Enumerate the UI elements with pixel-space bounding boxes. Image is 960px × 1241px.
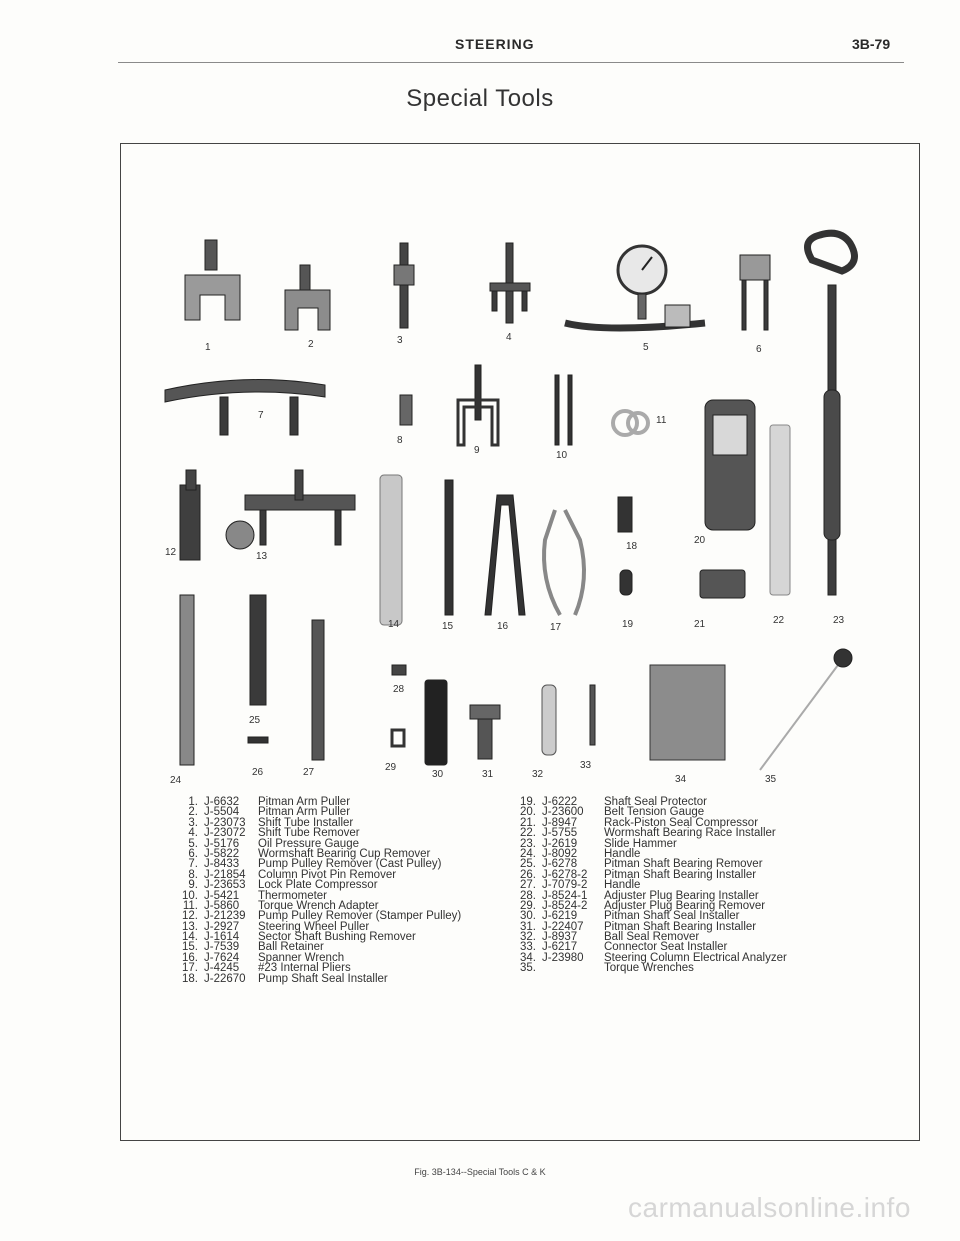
tool-number: 33.: [520, 941, 536, 954]
tool-27-handle: [312, 620, 324, 760]
tool-6-wormshaft-bearing-cup-remover: [740, 255, 770, 330]
tool-description: Pump Pulley Remover (Stamper Pulley): [258, 910, 462, 923]
tool-part-number: J-8947: [542, 816, 578, 829]
tool-number-9: 9: [474, 445, 480, 456]
tool-2-pitman-arm-puller: [285, 265, 330, 330]
tool-list-row: [514, 828, 787, 838]
tool-number: 26.: [520, 868, 536, 881]
tool-part-number: J-5755: [542, 827, 578, 840]
tool-number-6: 6: [756, 344, 762, 355]
tool-description: Torque Wrenches: [604, 962, 694, 975]
tool-number: 6.: [188, 847, 198, 860]
tool-number-28: 28: [393, 684, 405, 695]
tool-part-number: J-23653: [204, 879, 246, 892]
tool-4-shift-tube-remover: [490, 243, 530, 323]
tool-part-number: J-22407: [542, 920, 584, 933]
tool-description: Connector Seat Installer: [604, 941, 728, 954]
tool-number-29: 29: [385, 762, 397, 773]
tool-part-number: J-7079-2: [542, 879, 588, 892]
tool-20-belt-tension-gauge: [705, 400, 755, 530]
header-rule: [118, 62, 904, 63]
tool-part-number: J-2619: [542, 837, 578, 850]
tool-8-column-pivot-pin-remover: [400, 395, 412, 425]
tool-number: 18.: [182, 972, 198, 985]
tool-number: 16.: [182, 951, 198, 964]
tool-description: Pitman Arm Puller: [258, 796, 351, 808]
tool-number: 31.: [520, 920, 536, 933]
tool-part-number: J-5860: [204, 899, 240, 912]
tool-16-spanner-wrench: [485, 495, 525, 615]
tool-number: 19.: [520, 796, 536, 808]
tool-description: Ball Seal Remover: [604, 931, 700, 944]
tool-30-pitman-shaft-seal-installer: [425, 680, 447, 765]
tool-number: 5.: [188, 837, 198, 850]
tool-description: Pump Shaft Seal Installer: [258, 972, 388, 985]
tool-number-20: 20: [694, 535, 706, 546]
tool-33-connector-seat-installer: [590, 685, 595, 745]
tool-number-4: 4: [506, 332, 512, 343]
tool-number: 14.: [182, 931, 198, 944]
tool-list-row: [176, 974, 461, 984]
tool-number-31: 31: [482, 769, 494, 780]
tool-28-adjuster-plug-bearing-installer: [392, 665, 406, 675]
tool-number: 27.: [520, 879, 536, 892]
tool-description: Steering Column Electrical Analyzer: [604, 951, 787, 964]
tool-list-row: [176, 828, 461, 838]
tool-number: 35.: [520, 962, 536, 975]
tool-14-sector-shaft-bushing-remover: [380, 475, 402, 625]
tool-part-number: J-8524-1: [542, 889, 588, 902]
tool-part-number: J-23980: [542, 951, 584, 964]
tool-number-35: 35: [765, 774, 777, 785]
tool-number: 29.: [520, 899, 536, 912]
tool-description: Pitman Shaft Bearing Installer: [604, 868, 757, 881]
tool-list-row: [514, 880, 787, 890]
watermark: carmanualsonline.info: [628, 1192, 911, 1223]
tool-description: Pump Pulley Remover (Cast Pulley): [258, 858, 442, 871]
tool-number: 34.: [520, 951, 536, 964]
tool-number-32: 32: [532, 769, 544, 780]
tool-number: 10.: [182, 889, 198, 902]
tool-number: 30.: [520, 910, 536, 923]
figure-caption: Fig. 3B-134--Special Tools C & K: [414, 1167, 546, 1177]
tool-number-30: 30: [432, 769, 444, 780]
tool-number: 25.: [520, 858, 536, 871]
tool-number-23: 23: [833, 615, 845, 626]
tool-part-number: J-8524-2: [542, 899, 588, 912]
tool-1-pitman-arm-puller: [185, 240, 240, 320]
tools-photo: [160, 225, 860, 795]
tool-number: 2.: [188, 806, 198, 819]
tool-part-number: J-2927: [204, 920, 240, 933]
tool-18-pump-shaft-seal-installer: [618, 497, 632, 532]
tool-number-14: 14: [388, 619, 400, 630]
tool-list-left: [176, 797, 461, 984]
tool-number-8: 8: [397, 435, 403, 446]
tool-number-5: 5: [643, 342, 649, 353]
tool-part-number: J-23072: [204, 827, 246, 840]
tool-number: 7.: [188, 858, 198, 871]
tool-number: 24.: [520, 847, 536, 860]
tool-number: 28.: [520, 889, 536, 902]
tool-32-ball-seal-remover: [542, 685, 556, 755]
tool-description: Adjuster Plug Bearing Remover: [604, 899, 766, 912]
tool-part-number: J-5822: [204, 847, 240, 860]
tool-description: Lock Plate Compressor: [258, 879, 378, 892]
tool-number: 22.: [520, 827, 536, 840]
tool-part-number: J-23073: [204, 816, 246, 829]
tool-number-1: 1: [205, 342, 211, 353]
tool-part-number: J-5176: [204, 837, 240, 850]
tool-description: Pitman Arm Puller: [258, 806, 351, 819]
tool-description: Shift Tube Remover: [258, 827, 360, 840]
tool-part-number: J-6278-2: [542, 868, 588, 881]
tool-part-number: J-5504: [204, 806, 240, 819]
tool-number-15: 15: [442, 621, 454, 632]
tool-number: 13.: [182, 920, 198, 933]
tool-description: Shaft Seal Protector: [604, 796, 707, 808]
tool-part-number: J-8433: [204, 858, 240, 871]
tool-list-right: [514, 797, 787, 974]
tool-number-27: 27: [303, 767, 315, 778]
tool-7-pump-pulley-remover: [165, 380, 325, 435]
header-section-title: STEERING: [455, 36, 535, 52]
tool-12-pump-pulley-remover: [180, 470, 200, 560]
tool-number-12: 12: [165, 547, 177, 558]
tool-description: Shift Tube Installer: [258, 816, 354, 829]
tool-number-33: 33: [580, 760, 592, 771]
tool-number-7: 7: [258, 410, 264, 421]
tool-description: Pitman Shaft Bearing Installer: [604, 920, 757, 933]
tool-part-number: J-8092: [542, 847, 578, 860]
header-page-number: 3B-79: [852, 36, 891, 52]
tool-number: 4.: [188, 827, 198, 840]
tool-number-19: 19: [622, 619, 634, 630]
tool-34-steering-column-electrical-analyzer: [650, 665, 725, 760]
tool-part-number: J-21239: [204, 910, 246, 923]
tool-number: 9.: [188, 879, 198, 892]
tool-description: Ball Retainer: [258, 941, 324, 954]
tool-number: 11.: [182, 899, 198, 912]
tool-26-pitman-shaft-bearing-installer: [248, 737, 268, 743]
tool-number-22: 22: [773, 615, 785, 626]
tool-number-26: 26: [252, 767, 264, 778]
tool-description: Handle: [604, 847, 641, 860]
tool-description: Slide Hammer: [604, 837, 677, 850]
tool-25-pitman-shaft-bearing-remover: [250, 595, 266, 705]
tool-part-number: J-6222: [542, 796, 578, 808]
tool-23-slide-hammer: [808, 233, 855, 595]
tool-22-wormshaft-bearing-race-installer: [770, 425, 790, 595]
tool-5-oil-pressure-gauge: [565, 246, 705, 328]
tool-number: 1.: [188, 796, 198, 808]
tool-description: Wormshaft Bearing Cup Remover: [258, 847, 431, 860]
tool-3-shift-tube-installer: [394, 243, 414, 328]
tool-description: Oil Pressure Gauge: [258, 837, 359, 850]
tool-number-17: 17: [550, 622, 562, 633]
tool-11-torque-wrench-adapter: [613, 411, 648, 435]
tool-number: 20.: [520, 806, 536, 819]
tool-part-number: J-7539: [204, 941, 240, 954]
tool-number-10: 10: [556, 450, 568, 461]
tool-part-number: J-8937: [542, 931, 578, 944]
tool-description: Adjuster Plug Bearing Installer: [604, 889, 759, 902]
tool-description: Column Pivot Pin Remover: [258, 868, 397, 881]
tool-description: Thermometer: [258, 889, 328, 902]
tool-description: Pitman Shaft Seal Installer: [604, 910, 740, 923]
tool-description: Pitman Shaft Bearing Remover: [604, 858, 763, 871]
tool-number-25: 25: [249, 715, 261, 726]
tool-description: Belt Tension Gauge: [604, 806, 705, 819]
tool-number-34: 34: [675, 774, 687, 785]
tool-part-number: J-6219: [542, 910, 578, 923]
tool-number-11: 11: [656, 415, 667, 426]
tool-number: 32.: [520, 931, 536, 944]
tool-description: Wormshaft Bearing Race Installer: [604, 827, 776, 840]
tool-number: 12.: [182, 910, 198, 923]
tool-description: #23 Internal Pliers: [258, 962, 351, 975]
tool-19-shaft-seal-protector: [620, 570, 632, 595]
tool-10-thermometer: [555, 375, 572, 445]
tool-number-21: 21: [694, 619, 706, 630]
tool-number-16: 16: [497, 621, 509, 632]
tool-number-18: 18: [626, 541, 638, 552]
tool-part-number: J-7624: [204, 951, 240, 964]
tool-15-ball-retainer: [445, 480, 453, 615]
tool-number: 23.: [520, 837, 536, 850]
tool-35-torque-wrenches: [760, 649, 852, 770]
tool-31-pitman-shaft-bearing-installer: [470, 705, 500, 759]
tool-description: Sector Shaft Bushing Remover: [258, 931, 416, 944]
tool-part-number: J-23600: [542, 806, 584, 819]
tool-part-number: J-5421: [204, 889, 240, 902]
tool-part-number: J-21854: [204, 868, 246, 881]
tool-number-3: 3: [397, 335, 403, 346]
tool-number-13: 13: [256, 551, 268, 562]
tool-description: Spanner Wrench: [258, 951, 345, 964]
tool-part-number: J-1614: [204, 931, 240, 944]
tool-description: Steering Wheel Puller: [258, 920, 370, 933]
page-title: Special Tools: [406, 85, 554, 112]
tool-part-number: J-4245: [204, 962, 240, 975]
tool-part-number: J-22670: [204, 972, 246, 985]
tool-21-rack-piston-seal-compressor: [700, 570, 745, 598]
tool-29-adjuster-plug-bearing-remover: [392, 730, 404, 746]
tool-24-handle: [180, 595, 194, 765]
tool-part-number: [536, 963, 602, 973]
tool-number: 15.: [182, 941, 198, 954]
tool-number: 17.: [182, 962, 198, 975]
tool-list-row: [176, 880, 461, 890]
tool-9-lock-plate-compressor: [458, 365, 498, 445]
tool-13-steering-wheel-puller: [226, 470, 355, 549]
tool-description: Rack-Piston Seal Compressor: [604, 816, 759, 829]
tool-part-number: J-6217: [542, 941, 578, 954]
tool-description: Handle: [604, 879, 641, 892]
tool-part-number: J-6278: [542, 858, 578, 871]
tool-17-internal-pliers: [544, 510, 584, 615]
tool-number-24: 24: [170, 775, 182, 786]
tool-number: 21.: [520, 816, 536, 829]
tool-number-2: 2: [308, 339, 314, 350]
tool-number: 8.: [188, 868, 198, 881]
tool-list-row: [514, 963, 787, 973]
tool-number: 3.: [188, 816, 198, 829]
tool-description: Torque Wrench Adapter: [258, 899, 379, 912]
tool-part-number: J-6632: [204, 796, 240, 808]
